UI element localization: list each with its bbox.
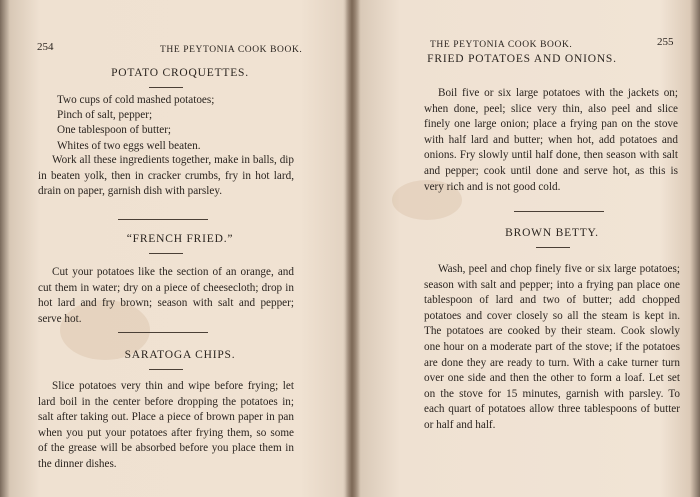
recipe-directions [424,262,680,434]
page-number: 255 [657,36,674,48]
directions-paragraph: Slice potatoes very thin and wipe before frying; let lard boil in the center before dropping the potatoes in; salt after taking out. Place a piece of brown paper in pan when you put your potatoes after frying them, so some of the grease will be absorbed before you place them in the dinner dishes. [38,380,294,470]
running-head: THE PEYTONIA COOK BOOK. [160,45,303,55]
ingredient-item: Whites of two eggs well beaten. [57,139,201,152]
recipe-directions [38,379,294,473]
recipe-title-fried-potatoes-and-onions: FRIED POTATOES AND ONIONS. [427,53,617,65]
page-number: 254 [37,41,54,53]
directions-paragraph: Boil five or six large potatoes with the jackets on; when done, peel; slice very thin, also peel and slice finely one large onion; place a frying pan on the stove with half lard and butter; when hot, add potatoes and onions. Fry slowly until half done, then season with salt and pepper; cook until done and serve hot, as this is very rich and is not good cold. [424,87,678,193]
title-rule [536,247,570,248]
title-rule [149,369,183,370]
section-divider [514,211,604,212]
section-divider [118,219,208,220]
ingredient-list [57,93,214,154]
directions-paragraph: Cut your potatoes like the section of an orange, and cut them in water; dry on a piece of cheesecloth; drop in hot lard and fry brown; season with salt and pepper; serve hot. [38,266,294,325]
right-page [352,0,700,497]
recipe-title-potato-croquettes: POTATO CROQUETTES. [111,67,249,79]
title-rule [149,253,183,254]
section-divider [118,332,208,333]
recipe-title-saratoga-chips: SARATOGA CHIPS. [124,349,236,361]
recipe-directions [424,86,678,195]
ingredient-item: Two cups of cold mashed potatoes; [57,94,215,106]
ingredient-item: One tablespoon of butter; [57,124,172,137]
recipe-directions [38,153,294,200]
directions-paragraph: Work all these ingredients together, make in balls, dip in beaten yolk, then in cracker crumbs, fry in hot lard, drain on paper, garnish dish with parsley. [38,154,294,198]
recipe-title-french-fried: “FRENCH FRIED.” [126,233,234,245]
running-head: THE PEYTONIA COOK BOOK. [430,40,573,50]
recipe-title-brown-betty: BROWN BETTY. [505,227,599,239]
recipe-directions [38,265,294,327]
ingredient-item: Pinch of salt, pepper; [57,109,153,122]
directions-paragraph: Wash, peel and chop finely five or six large potatoes; season with salt and pepper; into a frying pan place one tablespoon of lard and two of butter; add chopped potatoes and cover closely so all the steam is kept in. The potatoes are cooked by their steam. Cook slowly one hour on a moderate part of the stove; if the potatoes are done they are ready to turn. With a cake turner turn over one side and then the other to form a loaf. Let set on the stove for 15 minutes, garnish with parsley. To each quart of potatoes allow three tablespoons of butter or half and half. [424,263,680,431]
title-rule [149,87,183,88]
